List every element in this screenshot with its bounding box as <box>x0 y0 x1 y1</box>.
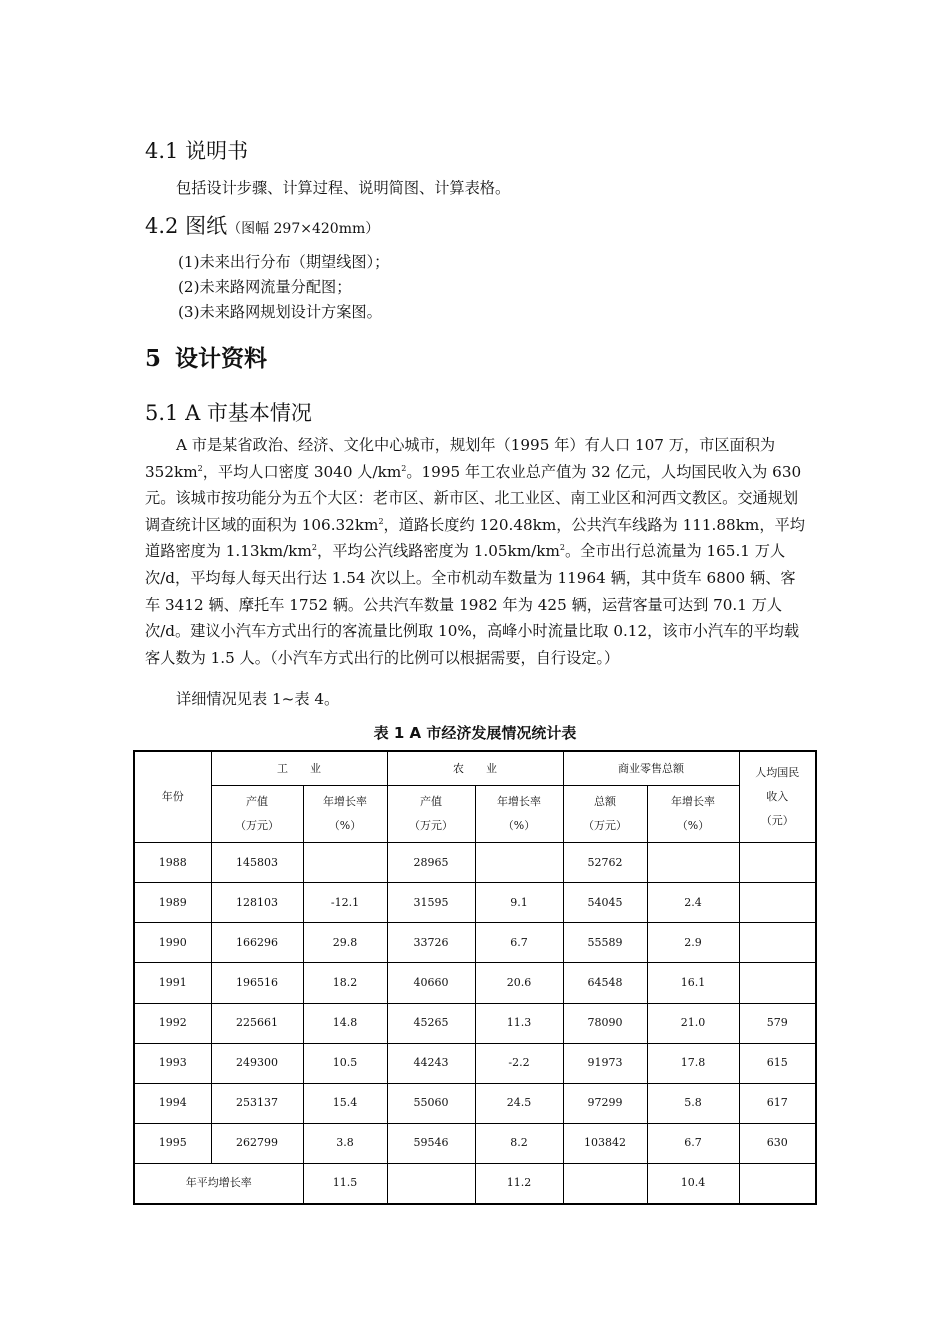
table-row <box>134 1003 816 1043</box>
subheader-retail-growth <box>647 786 739 843</box>
detail-note: 详细情况见表 1~表 4。 <box>176 690 340 708</box>
city-description-paragraph <box>145 432 809 671</box>
cell-year: 1993 <box>134 1043 211 1083</box>
cell-agriculture-growth: 11.3 <box>475 1003 563 1043</box>
section-4-2-heading <box>145 212 379 243</box>
subheader-retail-total <box>563 786 647 843</box>
cell-retail-growth: 2.4 <box>647 883 739 923</box>
subheader-industry-growth <box>303 786 387 843</box>
cell-agriculture-output: 31595 <box>387 883 475 923</box>
header-text: （%） <box>328 819 362 833</box>
paragraph-part: ，平均人口密度 3040 人/km <box>202 462 402 481</box>
table-row <box>134 1043 816 1083</box>
cell-agriculture-growth: -2.2 <box>475 1043 563 1083</box>
superscript: 2 <box>559 543 565 553</box>
cell-industry-output: 225661 <box>211 1003 303 1043</box>
cell-retail-total: 78090 <box>563 1003 647 1043</box>
header-text: （万元） <box>235 819 279 833</box>
cell-agriculture-growth: 24.5 <box>475 1083 563 1123</box>
cell-agriculture-output: 55060 <box>387 1083 475 1123</box>
cell-retail-growth: 16.1 <box>647 963 739 1003</box>
subheader-industry-output <box>211 786 303 843</box>
cell-industry-growth: -12.1 <box>303 883 387 923</box>
cell-industry-growth: 14.8 <box>303 1003 387 1043</box>
cell-agriculture-output: 59546 <box>387 1123 475 1163</box>
cell-retail-total: 64548 <box>563 963 647 1003</box>
cell-per-capita-income: 617 <box>739 1083 816 1123</box>
cell-retail-total: 97299 <box>563 1083 647 1123</box>
header-industry: 工 业 <box>211 751 387 786</box>
cell-agriculture-output: 33726 <box>387 923 475 963</box>
cell-agriculture-output: 28965 <box>387 843 475 883</box>
table-row <box>134 843 816 883</box>
cell-per-capita-income: 615 <box>739 1043 816 1083</box>
section-4-2-title: 4.2 图纸 <box>145 214 228 238</box>
cell-industry-output: 166296 <box>211 923 303 963</box>
cell-agriculture-growth <box>475 843 563 883</box>
cell-retail-growth: 6.7 <box>647 1123 739 1163</box>
paragraph-part: 。1995 年工农业总产值为 32 亿元，人均国民收入为 630 元。该城市按功能分为五个大区：老市区、新市区、北工业区、南工业区和河西文教区。交通规划调查统计区域的面积为 106.32km <box>145 462 802 534</box>
cell-agriculture-output: 40660 <box>387 963 475 1003</box>
drawing-item-3: (3)未来路网规划设计方案图。 <box>178 303 382 321</box>
cell-empty <box>563 1163 647 1204</box>
table-row <box>134 883 816 923</box>
section-4-2-note: （图幅 297×420mm） <box>227 221 380 237</box>
cell-industry-growth: 18.2 <box>303 963 387 1003</box>
header-text: 总额 <box>594 795 616 809</box>
cell-industry-output: 196516 <box>211 963 303 1003</box>
cell-retail-total: 52762 <box>563 843 647 883</box>
cell-retail-growth: 5.8 <box>647 1083 739 1123</box>
cell-retail-total: 103842 <box>563 1123 647 1163</box>
cell-average-label: 年平均增长率 <box>134 1163 303 1204</box>
header-text: 产值 <box>246 795 268 809</box>
table-caption: 表 1 A 市经济发展情况统计表 <box>373 724 577 742</box>
paragraph-part: ，平均公汽线路密度为 1.05km/km <box>317 542 560 561</box>
cell-year: 1991 <box>134 963 211 1003</box>
header-text: 年增长率 <box>323 795 367 809</box>
average-growth-row <box>134 1163 816 1204</box>
section-4-1-text: 包括设计步骤、计算过程、说明简图、计算表格。 <box>176 179 511 197</box>
drawing-item-2: (2)未来路网流量分配图； <box>178 278 352 296</box>
cell-retail-growth: 17.8 <box>647 1043 739 1083</box>
cell-industry-growth: 10.5 <box>303 1043 387 1083</box>
section-4-1-heading: 4.1 说明书 <box>145 139 249 163</box>
cell-year: 1994 <box>134 1083 211 1123</box>
table-row <box>134 963 816 1003</box>
cell-per-capita-income <box>739 883 816 923</box>
header-text: 年增长率 <box>497 795 541 809</box>
table-row <box>134 1123 816 1163</box>
cell-retail-growth <box>647 843 739 883</box>
cell-year: 1992 <box>134 1003 211 1043</box>
cell-retail-avg-growth: 10.4 <box>647 1163 739 1204</box>
cell-retail-growth: 2.9 <box>647 923 739 963</box>
cell-agriculture-growth: 20.6 <box>475 963 563 1003</box>
section-5-heading <box>145 343 267 375</box>
header-text: （万元） <box>409 819 453 833</box>
cell-per-capita-income <box>739 923 816 963</box>
superscript: 2 <box>401 463 407 473</box>
header-text: 年增长率 <box>671 795 715 809</box>
cell-agriculture-output: 44243 <box>387 1043 475 1083</box>
subheader-agriculture-growth <box>475 786 563 843</box>
header-year: 年份 <box>134 751 211 843</box>
cell-agriculture-growth: 9.1 <box>475 883 563 923</box>
cell-industry-growth: 3.8 <box>303 1123 387 1163</box>
superscript: 2 <box>197 463 203 473</box>
header-agriculture: 农 业 <box>387 751 563 786</box>
header-per-capita-income <box>739 751 816 843</box>
cell-agriculture-output: 45265 <box>387 1003 475 1043</box>
cell-retail-growth: 21.0 <box>647 1003 739 1043</box>
cell-per-capita-income: 579 <box>739 1003 816 1043</box>
section-5-number: 5 <box>145 345 162 372</box>
cell-year: 1990 <box>134 923 211 963</box>
cell-industry-output: 253137 <box>211 1083 303 1123</box>
header-text: （%） <box>502 819 536 833</box>
paragraph-part: 。全市出行总流量为 165.1 万人次/d，平均每人每天出行达 1.54 次以上。全市机动车数量为 11964 辆，其中货车 6800 辆、客车 3412 辆、摩托车 1752 辆。公共汽车数量 1982 年为 425 辆，运营客量可达到 70.1 万人次/d。建议小汽车方式出行的客流量比例取 10%，高峰小时流量比取 0.12，该市小汽车的平均载客人数为 1.5 人。（小汽车方式出行的比例可以根据需要，自行设定。） <box>145 542 800 667</box>
header-text: 人均国民 <box>755 766 800 780</box>
header-text: （万元） <box>583 819 627 833</box>
cell-year: 1995 <box>134 1123 211 1163</box>
cell-empty <box>387 1163 475 1204</box>
cell-year: 1989 <box>134 883 211 923</box>
paragraph-part: ，道路长度约 120.48km，公共汽车线路为 111.88km，平均道路密度为 1.13km/km <box>145 515 805 561</box>
drawing-item-1: (1)未来出行分布（期望线图）； <box>178 253 390 271</box>
cell-year: 1988 <box>134 843 211 883</box>
cell-industry-output: 128103 <box>211 883 303 923</box>
cell-industry-output: 262799 <box>211 1123 303 1163</box>
header-text: 产值 <box>420 795 442 809</box>
cell-industry-avg-growth: 11.5 <box>303 1163 387 1204</box>
table-row <box>134 1083 816 1123</box>
cell-industry-growth: 29.8 <box>303 923 387 963</box>
cell-industry-growth: 15.4 <box>303 1083 387 1123</box>
header-retail: 商业零售总额 <box>563 751 739 786</box>
section-5-1-heading: 5.1 A 市基本情况 <box>145 401 312 425</box>
header-text: （%） <box>676 819 710 833</box>
superscript: 2 <box>311 543 318 553</box>
cell-industry-growth <box>303 843 387 883</box>
cell-industry-output: 145803 <box>211 843 303 883</box>
cell-per-capita-income: 630 <box>739 1123 816 1163</box>
cell-retail-total: 91973 <box>563 1043 647 1083</box>
cell-retail-total: 55589 <box>563 923 647 963</box>
cell-per-capita-income <box>739 843 816 883</box>
cell-agriculture-growth: 6.7 <box>475 923 563 963</box>
table-subheader-row <box>134 786 816 843</box>
cell-per-capita-income <box>739 963 816 1003</box>
cell-retail-total: 54045 <box>563 883 647 923</box>
subheader-agriculture-output <box>387 786 475 843</box>
cell-industry-output: 249300 <box>211 1043 303 1083</box>
paragraph-part: A 市是某省政治、经济、文化中心城市，规划年（1995 年）有人口 107 万，市区面积为 352km <box>145 436 776 481</box>
cell-agriculture-growth: 8.2 <box>475 1123 563 1163</box>
section-5-title: 设计资料 <box>175 345 268 372</box>
header-text: 收入 <box>766 790 789 804</box>
economic-statistics-table <box>133 750 817 1205</box>
table-row <box>134 923 816 963</box>
table-header-row <box>134 751 816 786</box>
header-text: （元） <box>760 814 794 828</box>
superscript: 2 <box>378 516 384 526</box>
cell-empty <box>739 1163 816 1204</box>
cell-agriculture-avg-growth: 11.2 <box>475 1163 563 1204</box>
